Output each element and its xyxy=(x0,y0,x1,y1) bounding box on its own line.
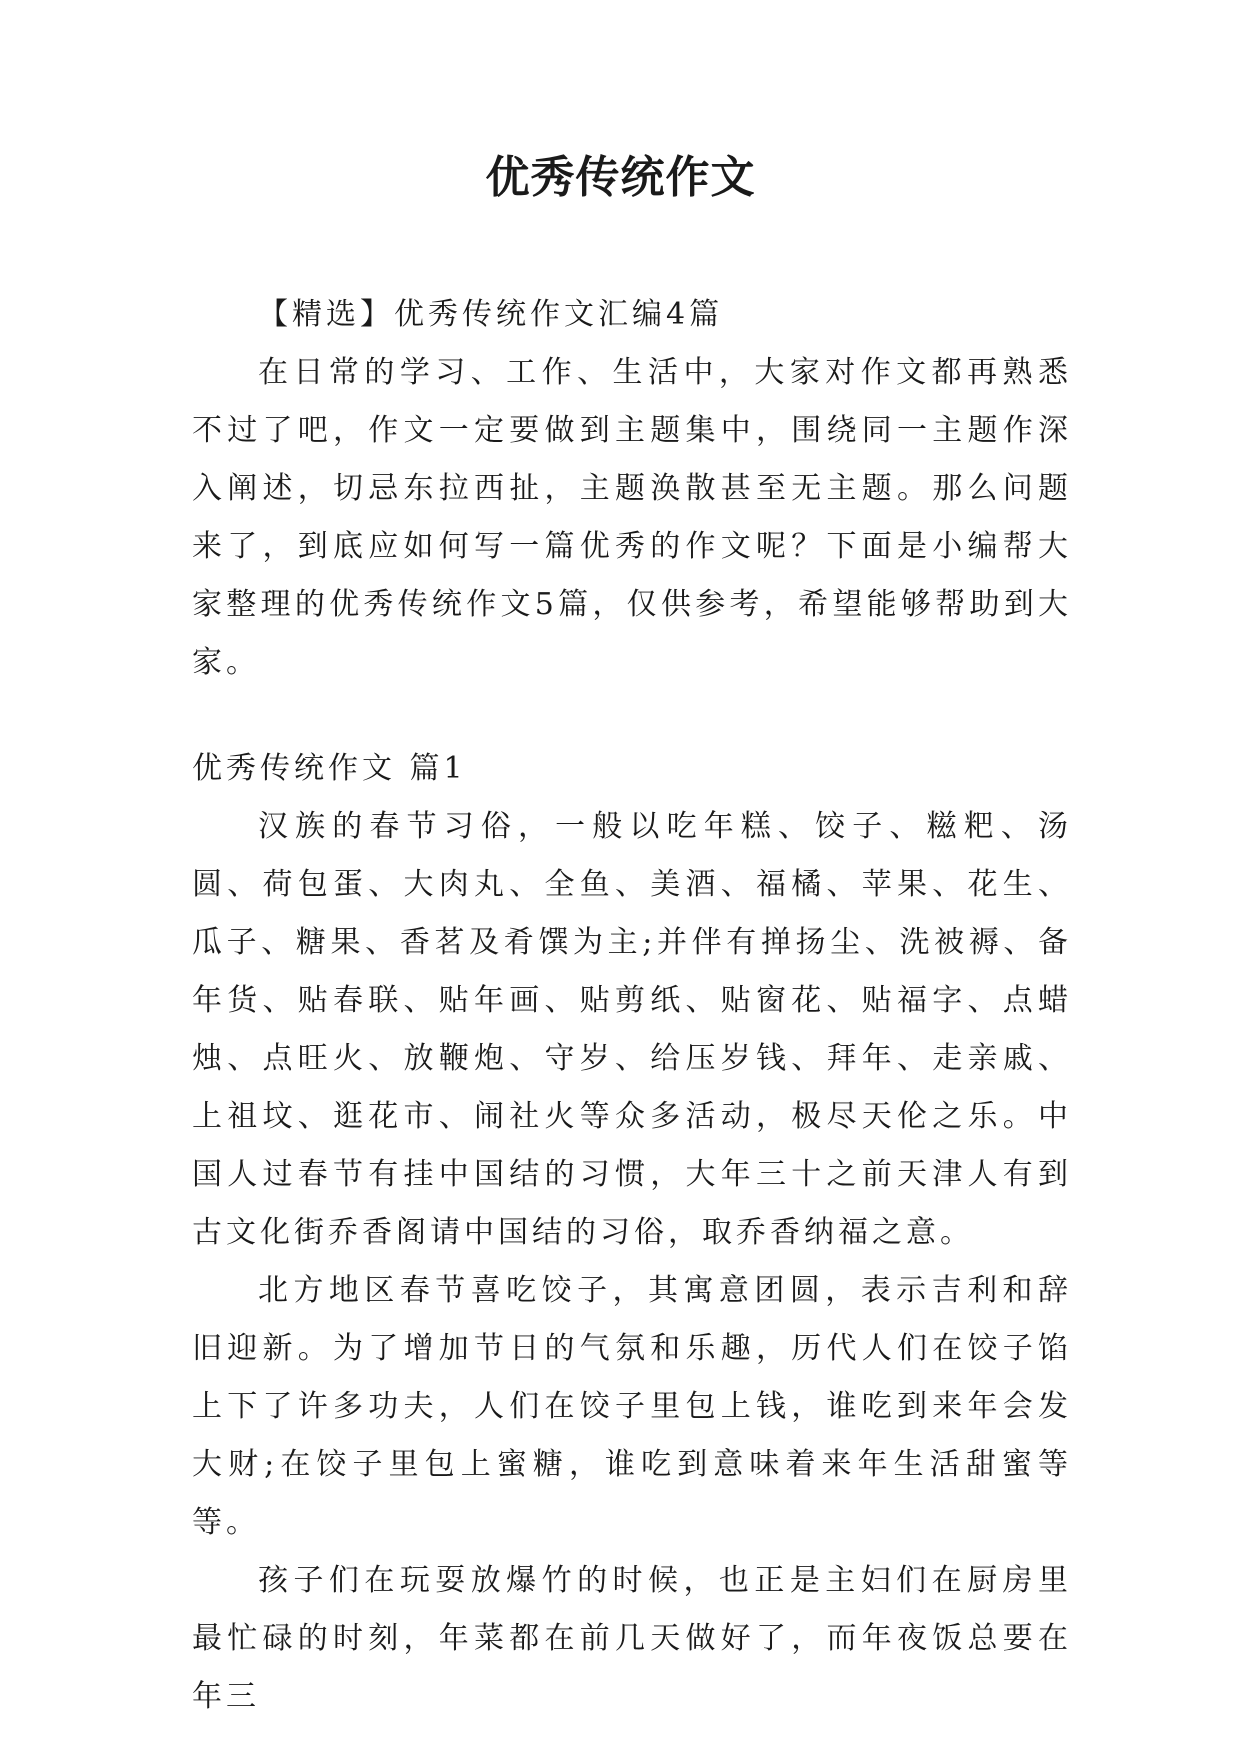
section-paragraph: 孩子们在玩耍放爆竹的时候，也正是主妇们在厨房里最忙碌的时刻，年菜都在前几天做好了，而年夜饭总要在年三 xyxy=(192,1563,1072,1714)
document-body xyxy=(192,286,1072,1726)
section-paragraph: 北方地区春节喜吃饺子，其寓意团圆，表示吉利和辞旧迎新。为了增加节日的气氛和乐趣，历代人们在饺子馅上下了许多功夫，人们在饺子里包上钱，谁吃到来年会发大财;在饺子里包上蜜糖，谁吃到意味着来年生活甜蜜等等。 xyxy=(192,1273,1072,1540)
document-title: 优秀传统作文 xyxy=(485,152,756,203)
intro-paragraph: 在日常的学习、工作、生活中，大家对作文都再熟悉不过了吧，作文一定要做到主题集中，围绕同一主题作深入阐述，切忌东拉西扯，主题涣散甚至无主题。那么问题来了，到底应如何写一篇优秀的作文呢？下面是小编帮大家整理的优秀传统作文5篇，仅供参考，希望能够帮助到大家。 xyxy=(192,355,1072,680)
section-heading: 优秀传统作文 篇1 xyxy=(192,751,467,786)
intro-subtitle: 【精选】优秀传统作文汇编4篇 xyxy=(258,297,724,332)
section-paragraph: 汉族的春节习俗，一般以吃年糕、饺子、糍粑、汤圆、荷包蛋、大肉丸、全鱼、美酒、福橘、苹果、花生、瓜子、糖果、香茗及肴馔为主;并伴有掸扬尘、洗被褥、备年货、贴春联、贴年画、贴剪纸、贴窗花、贴福字、点蜡烛、点旺火、放鞭炮、守岁、给压岁钱、拜年、走亲戚、上祖坟、逛花市、闹社火等众多活动，极尽天伦之乐。中国人过春节有挂中国结的习惯，大年三十之前天津人有到古文化街乔香阁请中国结的习俗，取乔香纳福之意。 xyxy=(192,809,1072,1250)
section-spacer xyxy=(192,692,1072,740)
